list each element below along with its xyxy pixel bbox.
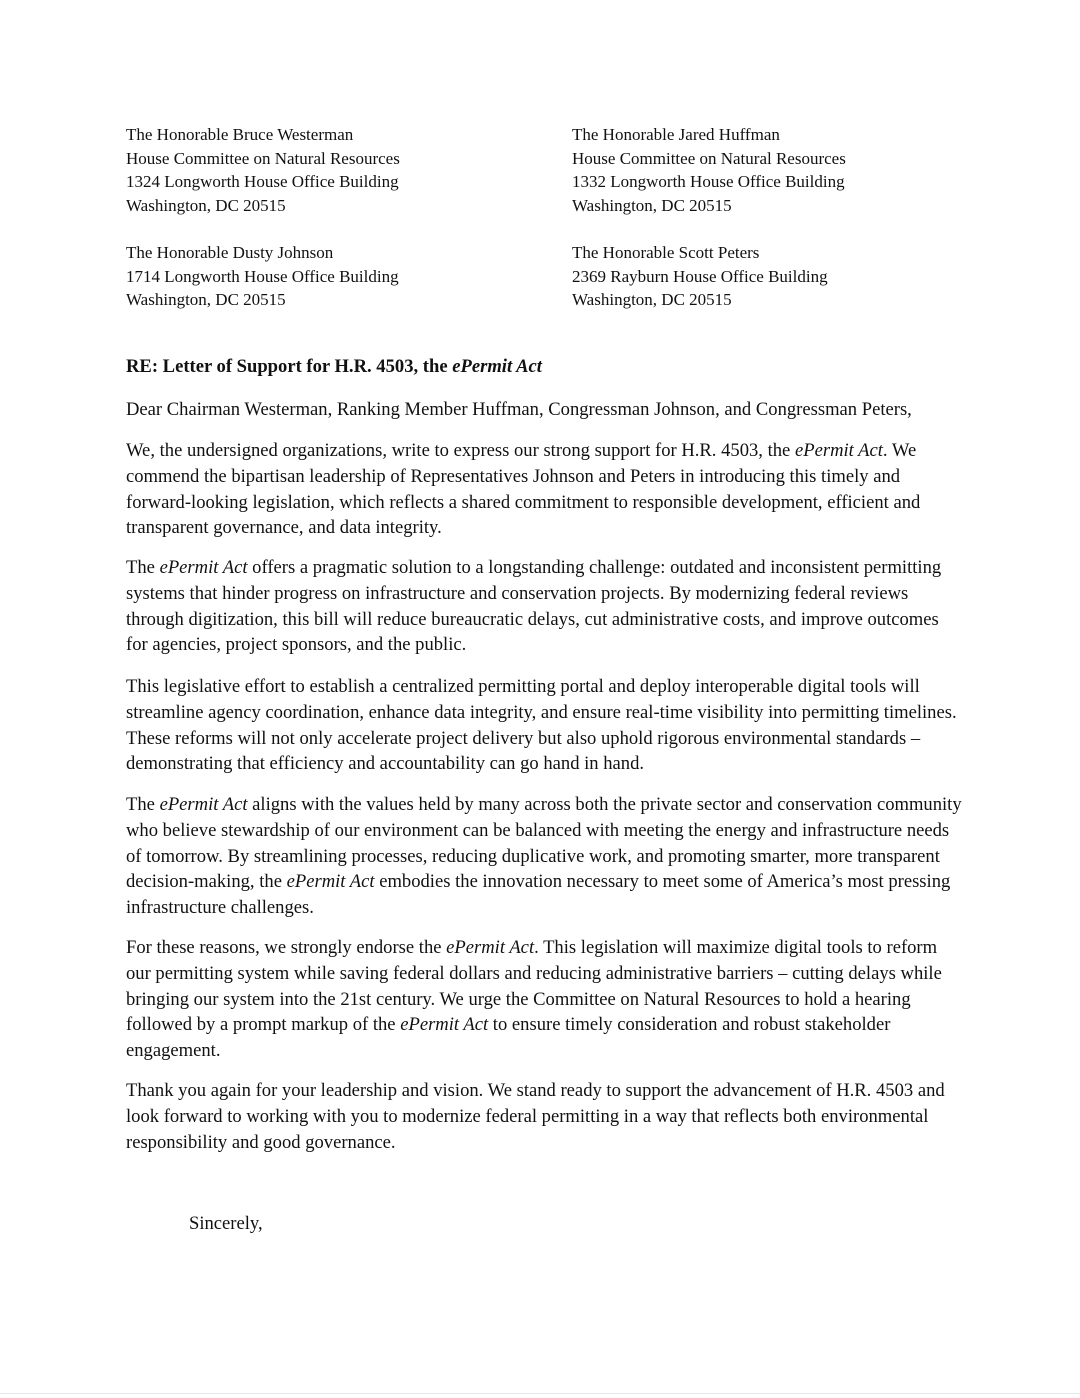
paragraph-text: embodies the innovation necessary to meet some of America’s most pressing infrastructure challenges.: [126, 871, 951, 919]
addressee-city: Washington, DC 20515: [572, 196, 732, 216]
paragraph-6: Thank you again for your leadership and vision. We stand ready to support the advancement of H.R. 4503 and look forward to working with you to modernize federal permitting in a way that reflects both environmental responsibility and good governance.: [126, 1080, 945, 1153]
act-title: ePermit Act: [446, 937, 535, 958]
paragraph-text: For these reasons, we strongly endorse the: [126, 937, 447, 958]
paragraph-text: offers a pragmatic solution to a longstanding challenge: outdated and inconsistent permitting systems that hinder progress on infrastructure and conservation projects. By modernizing federal reviews through digitization, this bill will reduce bureaucratic delays, cut administrative costs, and improve outcomes for agencies, project sponsors, and the public.: [126, 557, 942, 656]
addressee-office: 1332 Longworth House Office Building: [572, 172, 845, 192]
addressee-name: The Honorable Dusty Johnson: [126, 243, 334, 262]
addressee-name: The Honorable Bruce Westerman: [126, 125, 354, 144]
paragraph-text: We, the undersigned organizations, write to express our strong support for H.R. 4503, the: [126, 440, 795, 461]
act-title: ePermit Act: [159, 557, 248, 578]
addressee-office: 1324 Longworth House Office Building: [126, 172, 399, 192]
salutation: Dear Chairman Westerman, Ranking Member Huffman, Congressman Johnson, and Congressman Peters,: [126, 399, 912, 420]
addressee-peters: [572, 241, 828, 312]
act-title: ePermit Act: [794, 440, 883, 461]
paragraph-5: [126, 935, 962, 1064]
addressee-westerman: [126, 123, 400, 218]
paragraph-text: aligns with the values held by many across both the private sector and conservation community who believe stewardship of our environment can be balanced with meeting the energy and infrastructure needs of tomorrow. By streamlining processes, reducing duplicative work, and promoting smarter, more transparent decision-making, the: [126, 794, 962, 893]
subject-act-title: ePermit Act: [452, 356, 542, 377]
paragraph-text: . We commend the bipartisan leadership of Representatives Johnson and Peters in introducing this timely and forward-looking legislation, which reflects a shared commitment to responsible development, efficient and transparent governance, and data integrity.: [126, 440, 921, 539]
addressee-name: The Honorable Scott Peters: [572, 243, 760, 262]
closing: Sincerely,: [189, 1213, 263, 1234]
addressee-johnson: [126, 241, 399, 312]
addressee-name: The Honorable Jared Huffman: [572, 125, 780, 144]
paragraph-text: . This legislation will maximize digital tools to reform our permitting system while saving federal dollars and reducing administrative barriers – cutting delays while bringing our system into the 21st century. We urge the Committee on Natural Resources to hold a hearing followed by a prompt markup of the: [126, 937, 942, 1036]
paragraph-4: [126, 792, 962, 921]
addressee-committee: House Committee on Natural Resources: [572, 148, 846, 168]
paragraph-1: [126, 438, 962, 541]
page-bottom-edge: [0, 1393, 1080, 1394]
paragraph-text: to ensure timely consideration and robust stakeholder engagement.: [126, 1014, 891, 1062]
addressee-office: 2369 Rayburn House Office Building: [572, 266, 828, 286]
paragraph-3: This legislative effort to establish a centralized permitting portal and deploy interoperable digital tools will streamline agency coordination, enhance data integrity, and ensure real-time visibility into permitting timelines. These reforms will not only accelerate project delivery but also uphold rigorous environmental standards – demonstrating that efficiency and accountability can go hand in hand.: [126, 676, 957, 775]
addressee-city: Washington, DC 20515: [572, 290, 732, 310]
act-title: ePermit Act: [286, 871, 375, 893]
act-title: ePermit Act: [400, 1014, 489, 1036]
addressee-office: 1714 Longworth House Office Building: [126, 266, 399, 286]
addressee-committee: House Committee on Natural Resources: [126, 148, 400, 168]
addressee-huffman: [572, 123, 846, 218]
act-title: ePermit Act: [159, 794, 248, 815]
addressee-city: Washington, DC 20515: [126, 290, 286, 310]
subject-prefix: RE: Letter of Support for H.R. 4503, the: [126, 356, 453, 377]
paragraph-text: The: [126, 794, 160, 815]
paragraph-2: [126, 555, 962, 658]
paragraph-text: The: [126, 557, 160, 578]
addressee-city: Washington, DC 20515: [126, 196, 286, 216]
subject-line: [126, 354, 542, 380]
